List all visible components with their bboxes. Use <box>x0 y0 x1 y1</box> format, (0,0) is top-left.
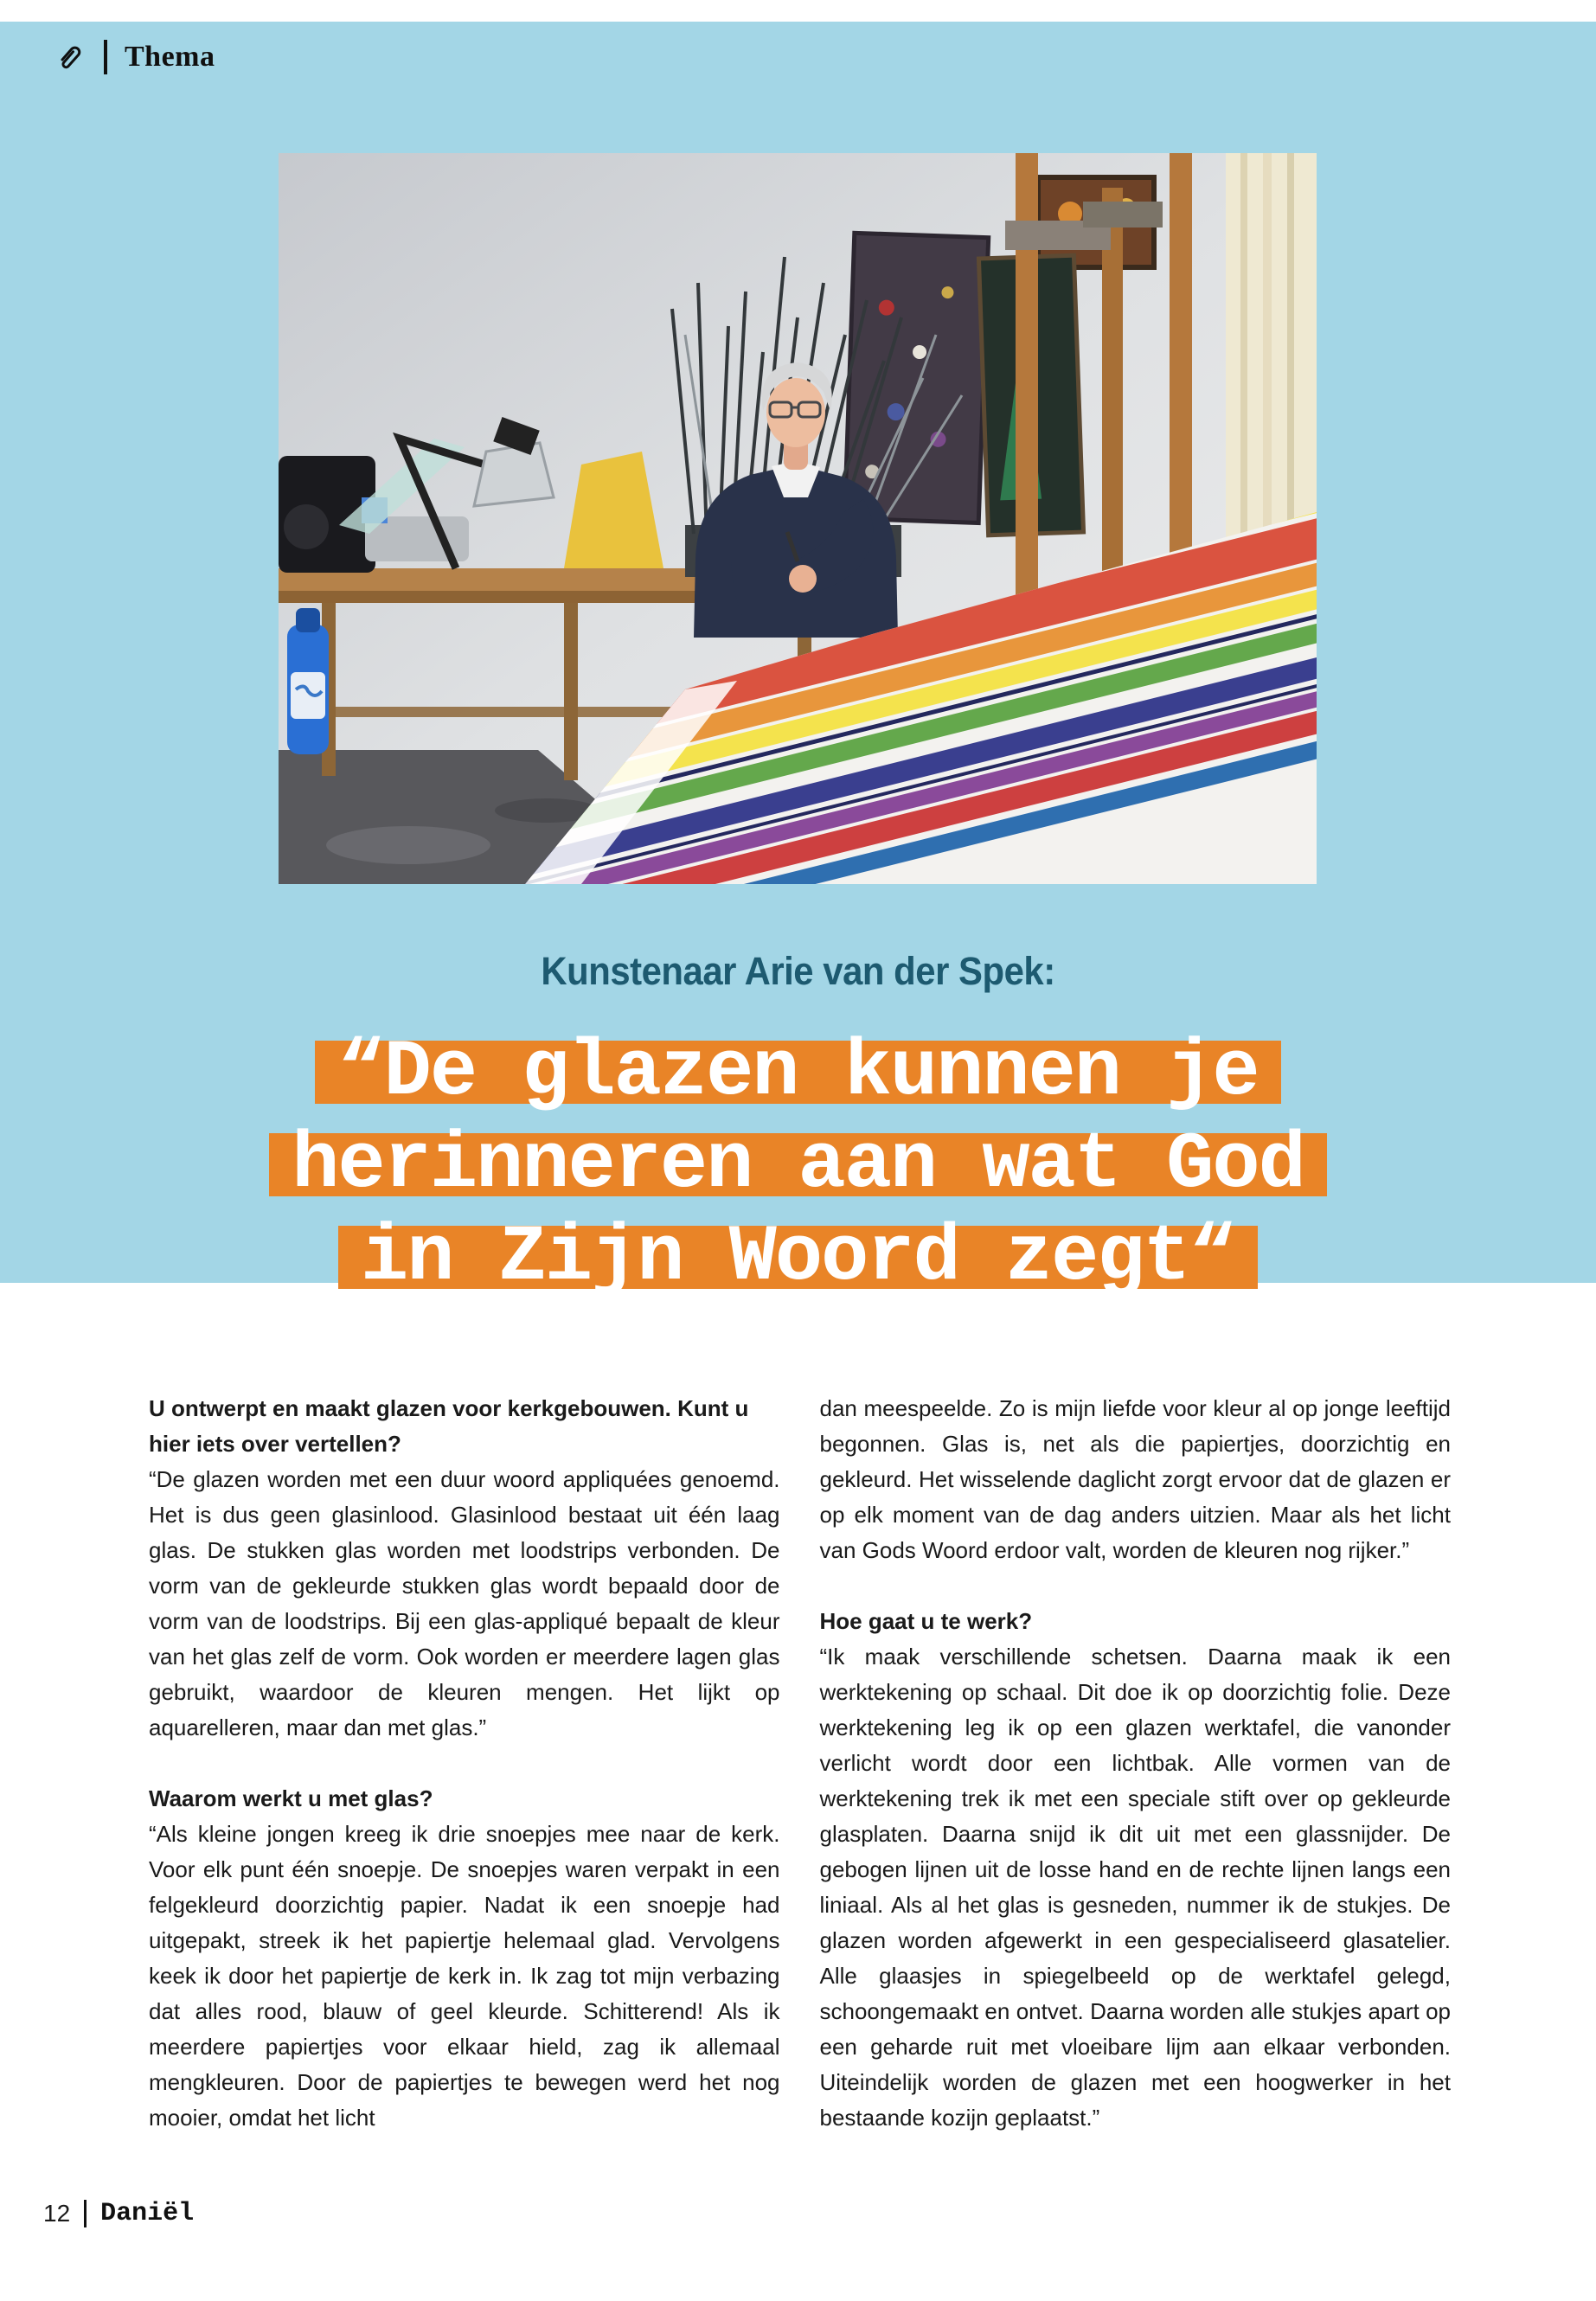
quote-line: herinneren aan wat God <box>269 1133 1327 1196</box>
water-bottle <box>287 608 329 754</box>
studio-photo-illustration <box>279 153 1317 884</box>
answer-paragraph: “Ik maak verschillende schetsen. Daarna maak ik een werktekening op schaal. Dit doe ik op doorzichtig folie. Deze werktekening leg ik op een glazen werktafel, die vanonder verlicht wordt door een lichtbak. Alle vormen van de werktekening trek ik met een speciale stift over op gekleurde glasplaten. Daarna snijd ik dit uit met een glassnijder. De gebogen lijnen uit de losse hand en de rechte lijnen langs een liniaal. Als al het glas is gesneden, nummer ik de stukjes. De glazen worden afgewerkt in een gespecialiseerd glasatelier. Alle glaasjes in spiegelbeeld op de werktafel gelegd, schoongemaakt en ontvet. Daarna worden alle stukjes apart op een geharde ruit met vloeibare lijm aan elkaar verbonden. Uiteindelijk worden de glazen met een hoogwerker in het bestaande kozijn geplaatst.” <box>819 1644 1451 2131</box>
quote-line: in Zijn Woord zegt“ <box>338 1226 1258 1289</box>
article-body <box>149 1391 1451 2136</box>
magazine-name: Daniël <box>100 2199 195 2228</box>
footer-divider <box>84 2200 87 2227</box>
page-number: 12 <box>43 2200 71 2227</box>
page-footer <box>43 2199 194 2228</box>
studio-photo <box>279 153 1317 884</box>
header-divider <box>104 40 107 74</box>
quote-line: “De glazen kunnen je <box>315 1041 1280 1104</box>
left-column <box>149 1391 780 2136</box>
question-heading: Waarom werkt u met glas? <box>149 1785 433 1811</box>
right-column <box>820 1391 1452 2136</box>
answer-paragraph: “De glazen worden met een duur woord appliquées genoemd. Het is dus geen glasinlood. Glasinlood bestaat uit één laag glas. De stukken glas worden met loodstrips verbonden. De vorm van de gekleurde stukken glas wordt bepaald door de vorm van de loodstrips. Bij een glas-appliqué bepaalt de kleur van het glas zelf de vorm. Ook worden er meerdere lagen glas gebruikt, waardoor de kleuren mengen. Het lijkt op aquarelleren, maar dan met glas.” <box>149 1466 780 1740</box>
answer-paragraph: “Als kleine jongen kreeg ik drie snoepjes mee naar de kerk. Voor elk punt één snoepje. De snoepjes waren verpakt in een felgekleurd doorzichtig papier. Nadat ik een snoepje had uitgepakt, streek ik het papiertje helemaal glad. Vervolgens keek ik door het papiertje de kerk in. Ik zag tot mijn verbazing dat alles rood, blauw of geel kleurde. Schitterend! Als ik meerdere papiertjes voor elkaar hield, zag ik allemaal mengkleuren. Door de papiertjes te bewegen werd het nog mooier, omdat het licht <box>149 1821 780 2131</box>
kicker-heading <box>0 949 1596 993</box>
answer-paragraph: dan meespeelde. Zo is mijn liefde voor kleur al op jonge leeftijd begonnen. Glas is, net als die papiertjes, doorzichtig en gekleurd. Het wisselende daglicht zorgt ervoor dat de glazen er op elk moment van de dag anders uitzien. Maar als het licht van Gods Woord erdoor valt, worden de kleuren nog rijker.” <box>819 1395 1451 1563</box>
pull-quote <box>0 1027 1596 1318</box>
kicker-text: Kunstenaar Arie van der Spek: <box>541 949 1055 993</box>
question-heading: Hoe gaat u te werk? <box>819 1608 1033 1634</box>
paperclip-icon <box>54 42 85 73</box>
section-header <box>54 40 215 74</box>
question-heading: U ontwerpt en maakt glazen voor kerkgebouwen. Kunt u hier iets over vertellen? <box>149 1395 749 1457</box>
section-label: Thema <box>125 41 215 73</box>
